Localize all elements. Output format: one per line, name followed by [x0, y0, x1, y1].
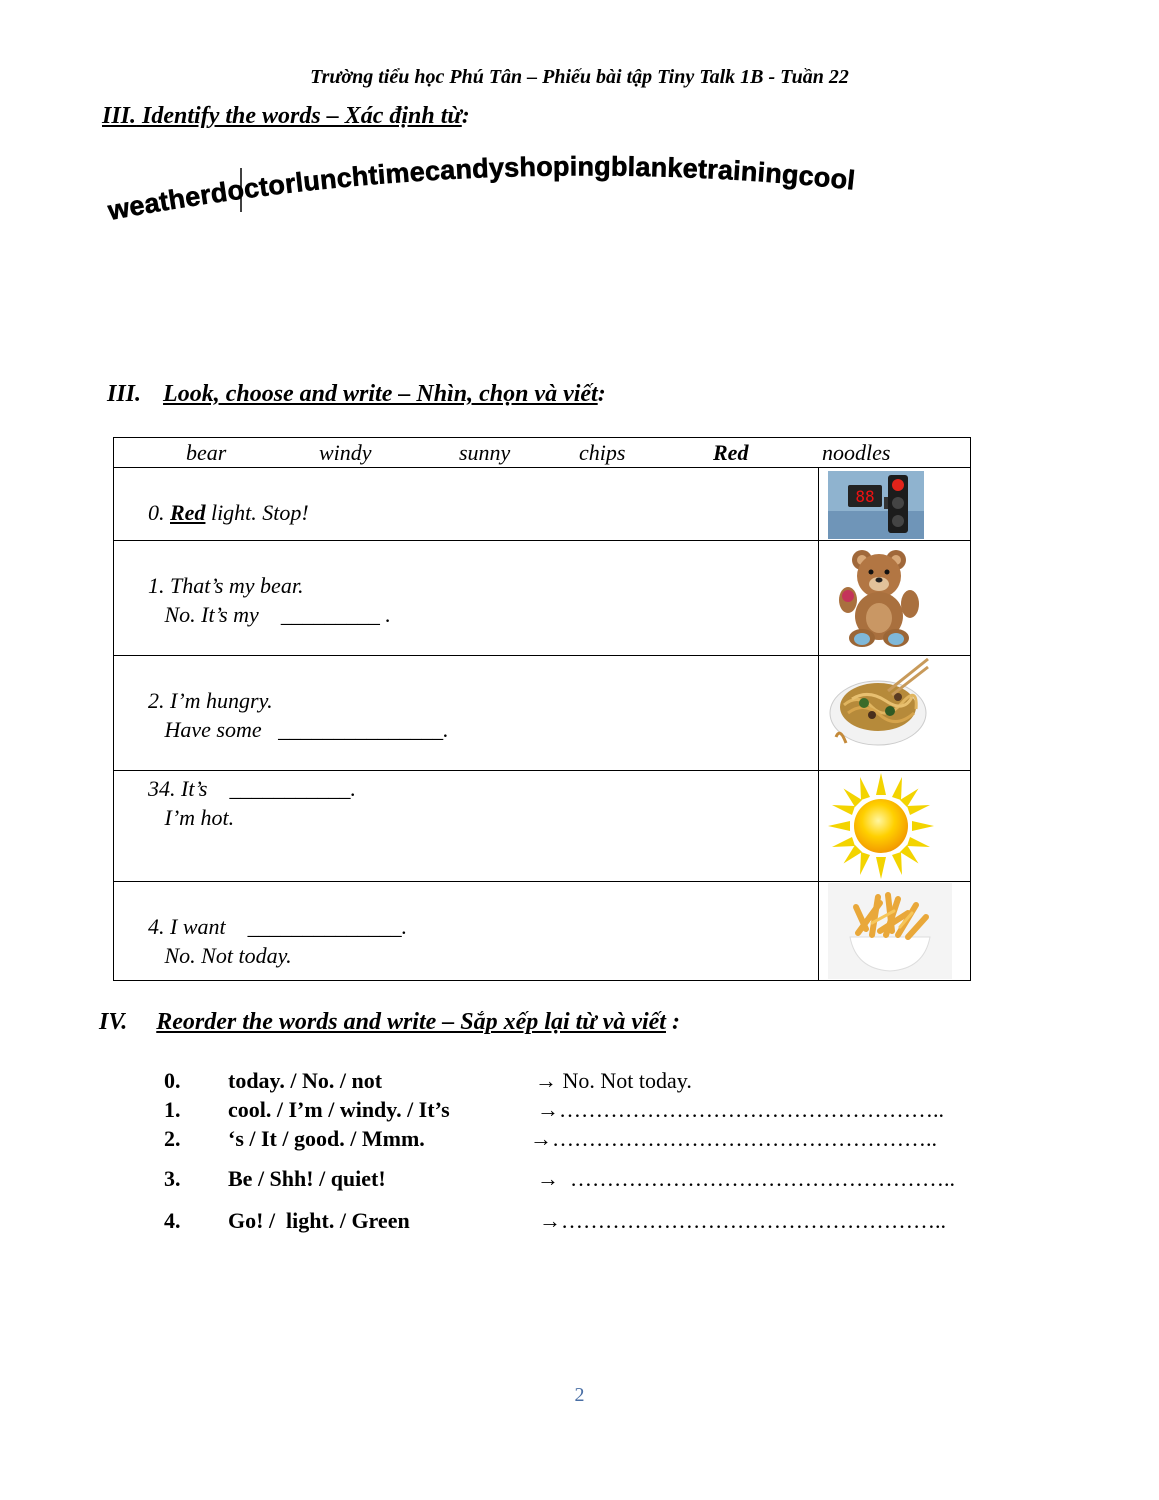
table-divider	[114, 881, 970, 882]
teddy-bear-icon	[832, 544, 926, 648]
section-identify-number: III.	[102, 103, 137, 129]
section-look-number: III.	[107, 381, 142, 407]
reorder-item-answer: →……………………………………………..	[530, 1126, 937, 1151]
table-divider	[114, 770, 970, 771]
reorder-item-number: 0.	[164, 1068, 181, 1093]
sun-icon	[828, 773, 934, 879]
table-divider	[114, 655, 970, 656]
word-bank-bear: bear	[186, 440, 227, 465]
reorder-item-answer: →……………………………………………..	[537, 1097, 944, 1122]
reorder-item-words: Go! / light. / Green	[228, 1208, 410, 1233]
svg-text:88: 88	[855, 487, 875, 506]
page-number: 2	[574, 1384, 585, 1406]
section-reorder-title: IV. Reorder the words and write – Sắp xếp lại từ và viết :	[99, 1009, 680, 1035]
reorder-item-answer: → No. Not today.	[535, 1068, 692, 1093]
reorder-item-words: cool. / I’m / windy. / It’s	[228, 1097, 450, 1122]
table-divider	[114, 540, 970, 541]
curved-word-puzzle	[100, 140, 1030, 250]
section-look-title: III. Look, choose and write – Nhìn, chọn và viết:	[107, 381, 606, 407]
chips-icon	[828, 883, 952, 979]
section-identify-heading: Identify the words – Xác định từ	[142, 103, 462, 129]
reorder-item-number: 3.	[164, 1166, 181, 1191]
exercise-row-3: 34. It’s ___________. I’m hot.	[148, 776, 356, 830]
reorder-item-words: today. / No. / not	[228, 1068, 383, 1093]
table-column-divider	[818, 467, 819, 980]
exercise-row-4: 4. I want ______________. No. Not today.	[148, 914, 408, 968]
reorder-item-words: Be / Shh! / quiet!	[228, 1166, 386, 1191]
word-bank-windy: windy	[319, 440, 372, 465]
reorder-item-number: 1.	[164, 1097, 181, 1122]
exercise-row-2: 2. I’m hungry. Have some _______________.	[148, 688, 449, 742]
word-bank-sunny: sunny	[459, 440, 511, 465]
svg-text:weatherdoctorlunchtimecandysho	[105, 151, 857, 226]
reorder-item-number: 4.	[164, 1208, 181, 1233]
exercise-table	[113, 437, 971, 981]
reorder-item-answer: →……………………………………………..	[539, 1208, 946, 1233]
word-bank-red: Red	[713, 440, 749, 465]
exercise-row-1: 1. That’s my bear. No. It’s my _________ .	[148, 573, 391, 627]
section-reorder-number: IV.	[99, 1009, 128, 1035]
reorder-item-answer: → ……………………………………………..	[537, 1166, 955, 1191]
table-divider	[114, 467, 970, 468]
section-identify-title: III. Identify the words – Xác định từ:	[102, 103, 470, 129]
word-bank-chips: chips	[579, 440, 626, 465]
reorder-item-number: 2.	[164, 1126, 181, 1151]
exercise-row-0: 0. Red light. Stop!	[148, 500, 309, 525]
traffic-light-icon	[828, 471, 924, 539]
page-header: Trường tiểu học Phú Tân – Phiếu bài tập Tiny Talk 1B - Tuần 22	[310, 66, 849, 88]
reorder-item-words: ‘s / It / good. / Mmm.	[228, 1126, 425, 1151]
noodles-icon	[828, 657, 930, 749]
section-reorder-heading: Reorder the words and write – Sắp xếp lại từ và viết	[156, 1009, 666, 1035]
section-look-heading: Look, choose and write – Nhìn, chọn và viết	[163, 381, 598, 407]
word-bank-noodles: noodles	[822, 440, 891, 465]
example-answer: Red	[170, 500, 206, 525]
curved-word-string: weatherdoctorlunchtimecandyshopingblanketrainingcool	[105, 151, 857, 226]
